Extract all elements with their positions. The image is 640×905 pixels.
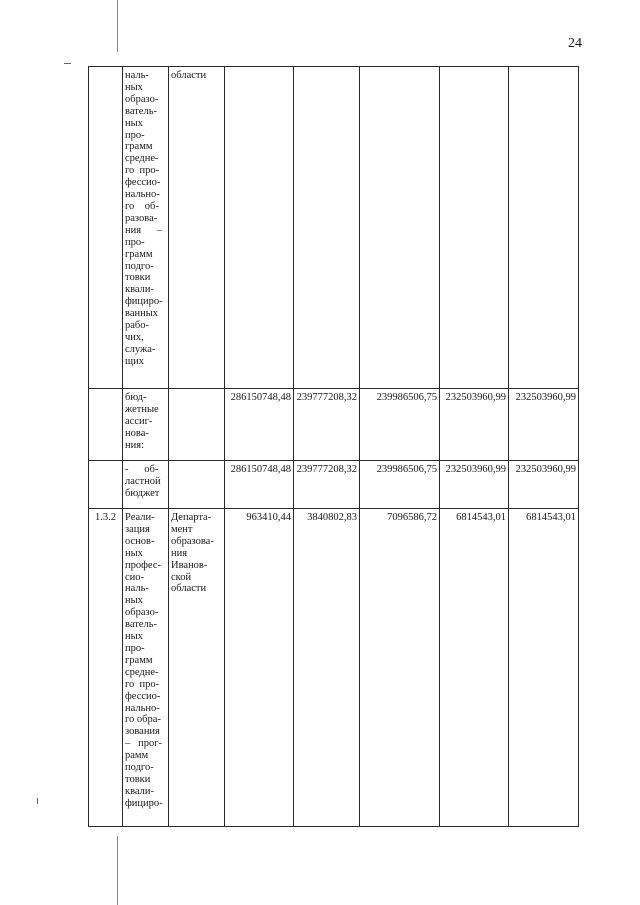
measure-name: бюд- жетные ассиг- нова- ния: bbox=[123, 389, 169, 461]
value-cell: 239986506,75 bbox=[360, 389, 440, 461]
executor: Департа- мент образова- ния Иванов- ской области bbox=[169, 509, 225, 827]
value-cell bbox=[225, 67, 294, 389]
value-cell: 232503960,99 bbox=[440, 461, 509, 509]
value-cell: 239777208,32 bbox=[294, 389, 360, 461]
table-row bbox=[89, 389, 579, 461]
value-cell: 7096586,72 bbox=[360, 509, 440, 827]
value-cell: 232503960,99 bbox=[509, 461, 579, 509]
row-number bbox=[89, 461, 123, 509]
value-cell: 232503960,99 bbox=[509, 389, 579, 461]
measure-name: - об- ластной бюджет bbox=[123, 461, 169, 509]
value-cell: 232503960,99 bbox=[440, 389, 509, 461]
budget-table bbox=[88, 66, 579, 827]
page-number: 24 bbox=[568, 36, 582, 51]
value-cell bbox=[440, 67, 509, 389]
binding-line-top bbox=[117, 0, 118, 52]
executor: области bbox=[169, 67, 225, 389]
value-cell: 286150748,48 bbox=[225, 461, 294, 509]
value-cell: 239777208,32 bbox=[294, 461, 360, 509]
row-number bbox=[89, 67, 123, 389]
value-cell: 963410,44 bbox=[225, 509, 294, 827]
scan-mark bbox=[64, 63, 71, 64]
executor bbox=[169, 461, 225, 509]
value-cell: 3840802,83 bbox=[294, 509, 360, 827]
value-cell: 286150748,48 bbox=[225, 389, 294, 461]
row-number bbox=[89, 389, 123, 461]
scan-mark bbox=[37, 798, 38, 804]
row-number: 1.3.2 bbox=[89, 509, 123, 827]
measure-name: Реали- зация основ- ных профес- сио- наль- ных образо- ватель- ных про- грамм средне- го про- фессио- нально- го обра- зования – прог- рамм подго- товки квали- фициро- bbox=[123, 509, 169, 827]
value-cell: 6814543,01 bbox=[440, 509, 509, 827]
table-row bbox=[89, 67, 579, 389]
value-cell: 239986506,75 bbox=[360, 461, 440, 509]
table-row bbox=[89, 461, 579, 509]
measure-name: наль- ных образо- ватель- ных про- грамм средне- го про- фессио- нально- го об- разова- ния – про- грамм подго- товки квали- фициро- ванных рабо- чих, служа- щих bbox=[123, 67, 169, 389]
value-cell bbox=[360, 67, 440, 389]
table-row bbox=[89, 509, 579, 827]
value-cell: 6814543,01 bbox=[509, 509, 579, 827]
binding-line-bottom bbox=[117, 836, 118, 905]
executor bbox=[169, 389, 225, 461]
value-cell bbox=[294, 67, 360, 389]
value-cell bbox=[509, 67, 579, 389]
